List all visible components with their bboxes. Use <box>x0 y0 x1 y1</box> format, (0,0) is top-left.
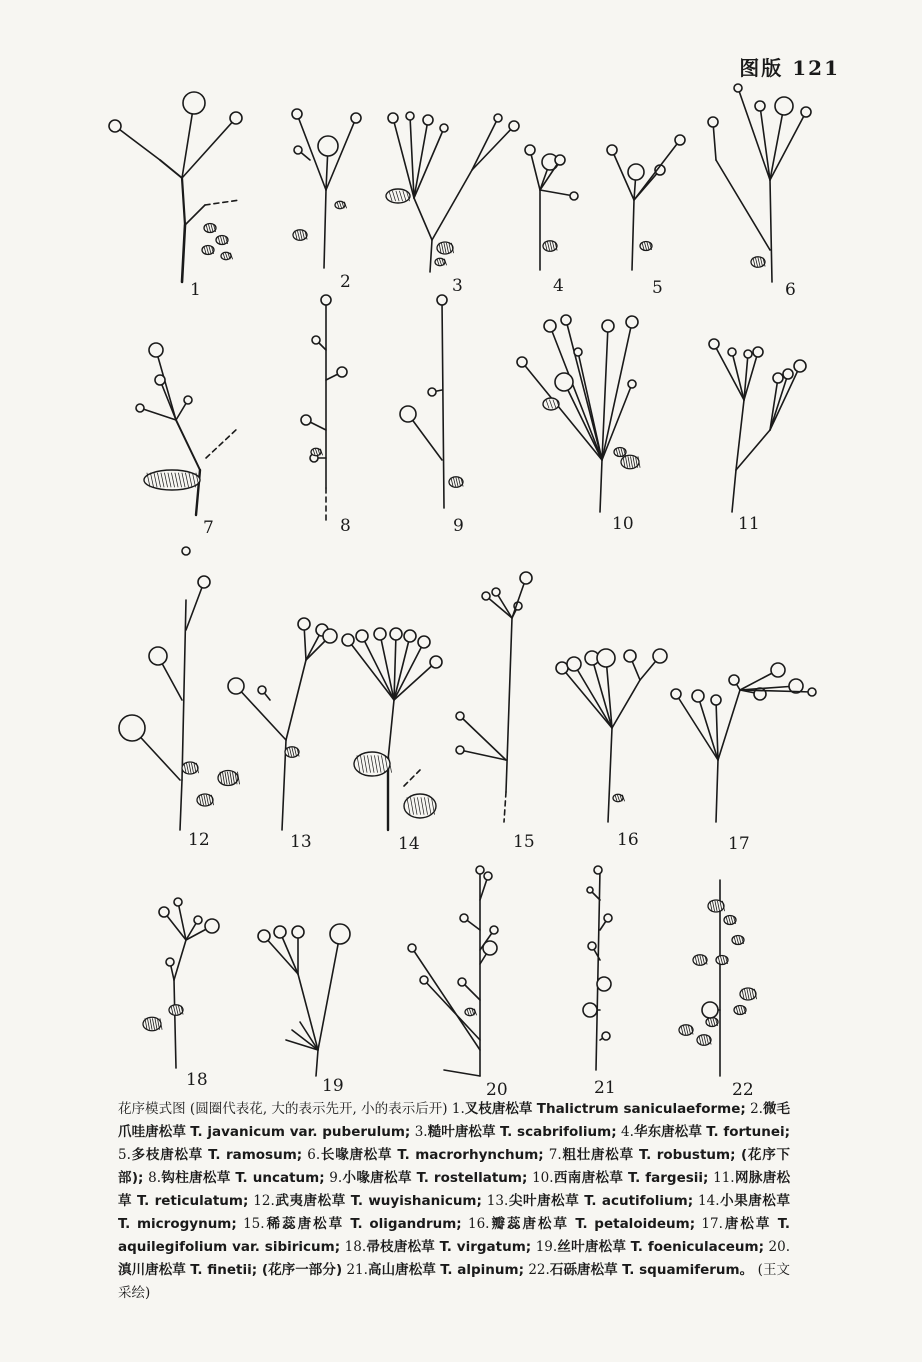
stem-line <box>444 1070 480 1076</box>
flower-circle <box>458 978 466 986</box>
flower-circle <box>597 977 611 991</box>
stem-line <box>736 430 770 470</box>
caption-item-latin-name: T. aquilegifolium var. sibiricum; <box>118 1216 791 1255</box>
flower-circle <box>734 84 742 92</box>
flower-circle <box>321 295 331 305</box>
flower-circle <box>388 113 398 123</box>
caption-item <box>307 1147 549 1163</box>
flower-circle <box>292 109 302 119</box>
stem-line <box>676 694 718 760</box>
caption-item-chinese-name: 石砾唐松草 <box>549 1262 618 1278</box>
caption-item-latin-name: T. javanicum var. puberulum; <box>190 1124 411 1140</box>
figure-number: 11 <box>738 514 760 534</box>
flower-circle <box>420 976 428 984</box>
stem-line <box>394 662 436 700</box>
flower-circle <box>555 155 565 165</box>
flower-circle <box>230 112 242 124</box>
caption-item-latin-name: T. finetii; (花序一部分) <box>190 1262 343 1278</box>
caption-intro: 花序模式图 (圆圈代表花, 大的表示先开, 小的表示后开) <box>118 1101 448 1117</box>
caption-item-chinese-name: 丝叶唐松草 <box>557 1239 627 1255</box>
flower-circle <box>628 380 636 388</box>
caption-item-chinese-name: 尖叶唐松草 <box>508 1193 580 1209</box>
figure-caption <box>118 1098 790 1305</box>
stem-line <box>414 198 432 240</box>
stem-line <box>562 668 612 728</box>
flower-circle <box>626 316 638 328</box>
caption-item-latin-name: T. rostellatum; <box>416 1170 528 1186</box>
caption-item-number: 21. <box>346 1262 368 1278</box>
caption-item-latin-name: T. macrorhynchum; <box>397 1147 544 1163</box>
caption-item-chinese-name: 小果唐松草 <box>719 1193 791 1209</box>
stem-line <box>280 932 298 974</box>
flower-circle <box>583 1003 597 1017</box>
stem-line <box>574 664 612 728</box>
figure-number: 6 <box>785 280 796 300</box>
caption-item-chinese-name: 西南唐松草 <box>553 1170 624 1186</box>
caption-item-chinese-name: 瓣蕊唐松草 <box>489 1216 570 1232</box>
caption-item-number: 20. <box>768 1239 791 1255</box>
figure-number: 14 <box>398 834 420 854</box>
flower-circle <box>374 628 386 640</box>
stem-line <box>460 716 506 760</box>
stem-line <box>298 974 318 1050</box>
flower-circle <box>294 146 302 154</box>
stem-line <box>736 400 744 470</box>
caption-item-latin-name: T. fortunei; <box>706 1124 791 1140</box>
caption-item-number: 16. <box>468 1216 490 1232</box>
caption-item <box>253 1193 487 1209</box>
caption-item-chinese-name: 帚枝唐松草 <box>366 1239 436 1255</box>
flower-circle <box>119 715 145 741</box>
flower-circle <box>588 942 596 950</box>
flower-circle <box>159 907 169 917</box>
flower-circle <box>556 662 568 674</box>
caption-item <box>452 1101 750 1117</box>
flower-circle <box>440 124 448 132</box>
flower-circle <box>400 406 416 422</box>
flower-circle <box>711 695 721 705</box>
flower-circle <box>149 647 167 665</box>
flower-circle <box>525 145 535 155</box>
flower-circle <box>490 926 498 934</box>
flower-circle <box>607 145 617 155</box>
flower-circle <box>418 636 430 648</box>
flower-circle <box>258 930 270 942</box>
flower-circle <box>149 343 163 357</box>
stem-line <box>185 205 205 225</box>
caption-item-chinese-name: 唐松草 <box>722 1216 772 1232</box>
stem-line <box>182 178 185 225</box>
flower-circle <box>602 320 614 332</box>
flower-circle <box>430 656 442 668</box>
caption-item-number: 17. <box>701 1216 723 1232</box>
caption-credit: (王文采绘) <box>118 1262 791 1301</box>
flower-circle <box>198 576 210 588</box>
stem-line <box>760 106 770 180</box>
caption-item-number: 10. <box>532 1170 554 1186</box>
caption-item-chinese-name: 叉枝唐松草 <box>464 1101 533 1117</box>
caption-item-chinese-name: 稀蕊唐松草 <box>264 1216 345 1232</box>
stem-line <box>608 728 612 822</box>
caption-item-chinese-name: 多枝唐松草 <box>130 1147 204 1163</box>
stem-line <box>176 420 200 470</box>
flower-circle <box>476 866 484 874</box>
stem-line <box>318 934 340 1050</box>
stem-line <box>472 118 498 170</box>
flower-circle <box>408 944 416 952</box>
caption-item <box>528 1262 757 1278</box>
stem-line <box>732 470 736 512</box>
flower-circle <box>174 898 182 906</box>
stem-line <box>716 160 770 250</box>
flower-circle <box>390 628 402 640</box>
caption-item-number: 3. <box>414 1124 428 1140</box>
figure-number: 19 <box>322 1076 344 1096</box>
caption-item-number: 12. <box>253 1193 275 1209</box>
stem-line <box>180 780 182 830</box>
stem-line <box>770 180 772 282</box>
flower-circle <box>624 650 636 662</box>
stem-line <box>430 240 432 272</box>
flower-circle <box>494 114 502 122</box>
caption-item-number: 7. <box>548 1147 562 1163</box>
caption-item-number: 22. <box>528 1262 550 1278</box>
figure-number: 2 <box>340 272 351 292</box>
figure-number: 8 <box>340 516 351 536</box>
caption-item-chinese-name: 网脉唐松草 <box>118 1170 791 1209</box>
figure-number: 10 <box>612 514 634 534</box>
flower-circle <box>628 164 644 180</box>
flower-circle <box>753 347 763 357</box>
caption-item-latin-name: T. acutifolium; <box>584 1193 694 1209</box>
stem-line <box>394 642 424 700</box>
flower-circle <box>808 688 816 696</box>
flower-circle <box>337 367 347 377</box>
stem-line <box>160 380 176 420</box>
caption-item-latin-name: T. wuyishanicum; <box>350 1193 482 1209</box>
flower-circle <box>356 630 368 642</box>
flower-circle <box>570 192 578 200</box>
stem-line <box>140 408 176 420</box>
stem-line <box>770 112 806 180</box>
flower-circle <box>794 360 806 372</box>
flower-circle <box>483 941 497 955</box>
caption-item-latin-name: T. squamiferum。 <box>622 1262 754 1278</box>
flower-circle <box>729 675 739 685</box>
stem-line <box>770 106 784 180</box>
stem-line <box>716 700 718 760</box>
flower-circle <box>298 618 310 630</box>
caption-item <box>346 1262 528 1278</box>
flower-circle <box>456 712 464 720</box>
stem-line <box>740 686 796 690</box>
stem-line <box>600 460 602 512</box>
flower-circle <box>460 914 468 922</box>
flower-circle <box>109 120 121 132</box>
flower-circle <box>228 678 244 694</box>
stem-continuation-dashed <box>504 792 506 822</box>
flower-circle <box>520 572 532 584</box>
figure-number: 17 <box>728 834 750 854</box>
stem-line <box>388 700 394 760</box>
stem-line <box>186 582 204 630</box>
flower-circle <box>136 404 144 412</box>
caption-item-number: 6. <box>307 1147 321 1163</box>
caption-item-chinese-name: 长喙唐松草 <box>320 1147 393 1163</box>
figure-number: 22 <box>732 1080 754 1100</box>
flower-circle <box>801 107 811 117</box>
figure-number: 16 <box>617 830 639 850</box>
caption-item-latin-name: T. reticulatum; <box>137 1193 249 1209</box>
flower-circle <box>456 746 464 754</box>
stem-line <box>182 600 186 780</box>
flower-circle <box>544 320 556 332</box>
caption-item-number: 11. <box>713 1170 735 1186</box>
flower-circle <box>604 914 612 922</box>
flower-circle <box>702 1002 718 1018</box>
stem-line <box>486 596 512 618</box>
flower-circle <box>692 690 704 702</box>
flower-circle <box>744 350 752 358</box>
stem-line <box>632 200 634 270</box>
caption-item <box>329 1170 532 1186</box>
stem-line <box>362 636 394 700</box>
flower-circle <box>567 657 581 671</box>
caption-item-latin-name: T. robustum; (花序下部); <box>118 1147 790 1186</box>
figure-number: 4 <box>553 276 564 296</box>
stem-line <box>460 750 506 760</box>
caption-item-number: 2. <box>750 1101 763 1117</box>
caption-item <box>532 1170 713 1186</box>
figure-number: 12 <box>188 830 210 850</box>
flower-circle <box>437 295 447 305</box>
figure-number: 5 <box>652 278 663 298</box>
stem-line <box>612 680 640 728</box>
flower-circle <box>574 348 582 356</box>
flower-circle <box>594 866 602 874</box>
stem-line <box>472 126 514 170</box>
flower-circle <box>404 630 416 642</box>
stem-line <box>115 126 160 160</box>
figure-number: 15 <box>513 832 535 852</box>
flower-circle <box>775 97 793 115</box>
caption-item-latin-name: T. fargesii; <box>627 1170 709 1186</box>
stem-line <box>412 948 480 1050</box>
flower-circle <box>773 373 783 383</box>
flower-circle <box>602 1032 610 1040</box>
caption-item-latin-name: T. ramosum; <box>208 1147 303 1163</box>
caption-item-chinese-name: 华东唐松草 <box>633 1124 702 1140</box>
flower-circle <box>555 373 573 391</box>
flower-circle <box>301 415 311 425</box>
flower-circle <box>755 101 765 111</box>
stem-line <box>174 940 186 980</box>
stem-line <box>316 1050 318 1076</box>
stem-line <box>160 160 182 178</box>
caption-item-chinese-name: 糙叶唐松草 <box>427 1124 496 1140</box>
caption-item <box>536 1239 769 1255</box>
caption-item-latin-name: T. virgatum; <box>439 1239 532 1255</box>
caption-item-latin-name: Thalictrum saniculaeforme; <box>536 1101 746 1117</box>
flower-circle <box>258 686 266 694</box>
flower-circle <box>205 919 219 933</box>
flower-circle <box>194 916 202 924</box>
caption-item-latin-name: T. alpinum; <box>440 1262 524 1278</box>
flower-circle <box>771 663 785 677</box>
flower-circle <box>597 649 615 667</box>
flower-circle <box>675 135 685 145</box>
flower-circle <box>323 629 337 643</box>
flower-circle <box>492 588 500 596</box>
caption-item <box>345 1239 536 1255</box>
flower-circle <box>482 592 490 600</box>
caption-item-number: 5. <box>118 1147 131 1163</box>
caption-item-chinese-name: 高山唐松草 <box>367 1262 436 1278</box>
leaf-outline <box>144 470 200 490</box>
flower-circle <box>351 113 361 123</box>
flower-circle <box>423 115 433 125</box>
stem-line <box>174 980 176 1068</box>
figure-number: 21 <box>594 1078 616 1098</box>
flower-circle <box>274 926 286 938</box>
stem-line <box>324 190 326 268</box>
caption-item <box>415 1124 621 1140</box>
caption-item <box>118 1147 307 1163</box>
stem-continuation-dashed <box>205 200 240 205</box>
flower-circle <box>653 649 667 663</box>
caption-item <box>621 1124 790 1140</box>
stem-continuation-dashed <box>404 770 420 786</box>
stem-line <box>540 190 574 196</box>
flower-circle <box>671 689 681 699</box>
caption-item-number: 19. <box>535 1239 558 1255</box>
flower-circle <box>517 357 527 367</box>
caption-item-chinese-name: 钩柱唐松草 <box>161 1170 231 1186</box>
caption-item-chinese-name: 粗壮唐松草 <box>561 1147 634 1163</box>
caption-item-number: 13. <box>486 1193 509 1209</box>
flower-circle <box>342 634 354 646</box>
flower-circle <box>318 136 338 156</box>
caption-item-number: 15. <box>243 1216 265 1232</box>
caption-item-number: 14. <box>698 1193 720 1209</box>
flower-circle <box>155 375 165 385</box>
flower-circle <box>166 958 174 966</box>
caption-item <box>487 1193 698 1209</box>
flower-circle <box>587 887 593 893</box>
caption-item-number: 1. <box>451 1101 465 1117</box>
flower-circle <box>184 396 192 404</box>
caption-item-latin-name: T. microgynum; <box>118 1216 237 1232</box>
figure-number: 7 <box>203 518 214 538</box>
caption-item-chinese-name: 小喙唐松草 <box>342 1170 412 1186</box>
flower-circle <box>783 369 793 379</box>
caption-item <box>468 1216 701 1232</box>
figure-number: 13 <box>290 832 312 852</box>
caption-item-number: 4. <box>621 1124 634 1140</box>
plate-number: 图版 121 <box>739 56 840 80</box>
stem-line <box>264 936 298 974</box>
stem-line <box>550 326 602 460</box>
stem-line <box>286 660 306 740</box>
flower-circle <box>312 336 320 344</box>
stem-line <box>414 128 444 198</box>
flower-circle <box>509 121 519 131</box>
flower-circle <box>728 348 736 356</box>
flower-circle <box>330 924 350 944</box>
flower-circle <box>183 92 205 114</box>
flower-circle <box>561 315 571 325</box>
caption-item-chinese-name: 滇川唐松草 <box>118 1262 186 1278</box>
flower-circle <box>182 547 190 555</box>
flower-circle <box>484 872 492 880</box>
stem-line <box>716 760 718 822</box>
stem-line <box>506 618 512 792</box>
caption-item-latin-name: T. foeniculaceum; <box>630 1239 764 1255</box>
stem-line <box>432 170 472 240</box>
caption-item <box>148 1170 329 1186</box>
caption-item-chinese-name: 武夷唐松草 <box>274 1193 346 1209</box>
caption-item-number: 18. <box>344 1239 367 1255</box>
figure-number: 1 <box>190 280 201 300</box>
figure-number: 9 <box>453 516 464 536</box>
flower-circle <box>708 117 718 127</box>
flower-circle <box>406 112 414 120</box>
stem-line <box>738 88 770 180</box>
flower-circle <box>428 388 436 396</box>
figure-number: 3 <box>452 276 463 296</box>
flower-circle <box>292 926 304 938</box>
stem-line <box>732 352 744 400</box>
flower-circle <box>709 339 719 349</box>
stem-line <box>442 300 444 508</box>
caption-item-latin-name: T. petaloideum; <box>575 1216 696 1232</box>
caption-item-number: 8. <box>148 1170 161 1186</box>
caption-item-chinese-name: 微毛爪哇唐松草 <box>118 1101 791 1140</box>
caption-item-latin-name: T. oligandrum; <box>350 1216 462 1232</box>
caption-item-latin-name: T. scabrifolium; <box>499 1124 617 1140</box>
caption-item <box>243 1216 468 1232</box>
stem-line <box>414 120 428 198</box>
figure-number: 20 <box>486 1080 508 1100</box>
stem-line <box>182 225 185 282</box>
stem-line <box>530 150 540 190</box>
caption-item-number: 9. <box>329 1170 343 1186</box>
caption-item-latin-name: T. uncatum; <box>235 1170 325 1186</box>
figure-number: 18 <box>186 1070 208 1090</box>
stem-continuation-dashed <box>206 428 238 458</box>
